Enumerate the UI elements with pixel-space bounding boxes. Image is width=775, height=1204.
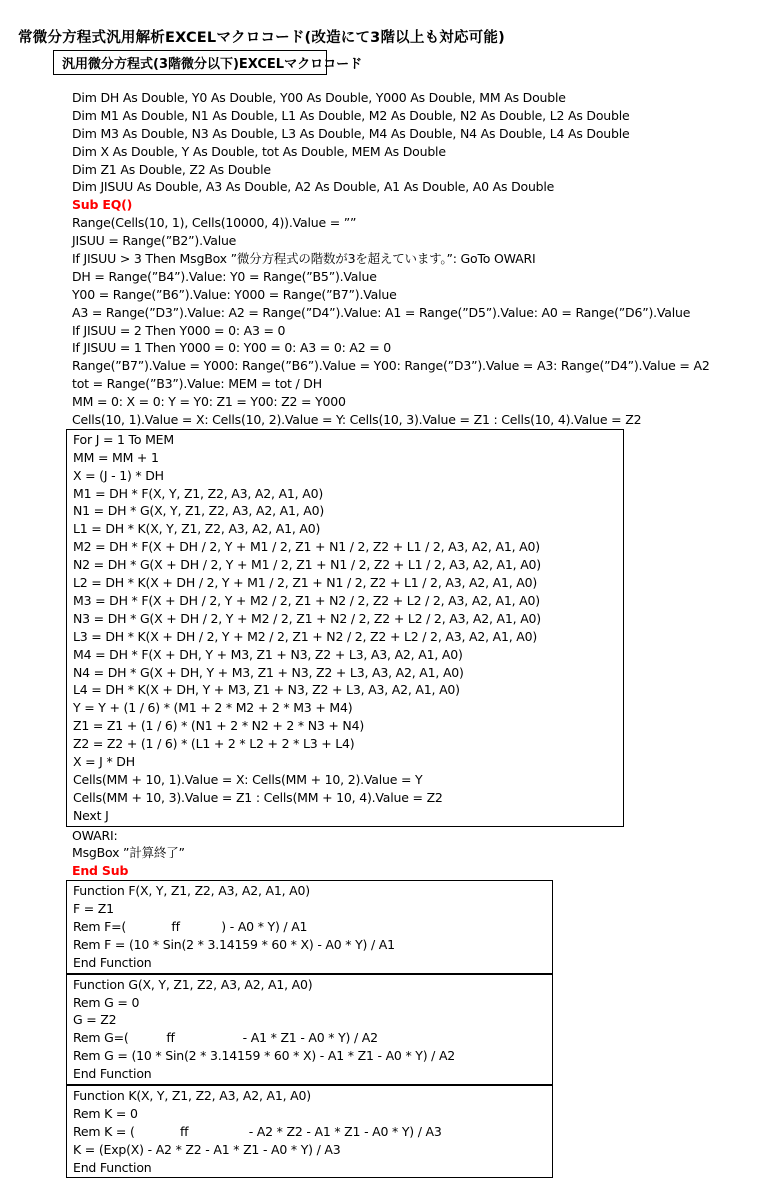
- code-document: [66, 89, 775, 1178]
- code-section-function-k: [66, 1085, 553, 1178]
- code-line: Rem F=( ff ) - A0 * Y) / A1: [73, 918, 308, 934]
- code-section-sub-end: [66, 827, 775, 881]
- code-line: N2 = DH * G(X + DH / 2, Y + M1 / 2, Z1 + N1 / 2, Z2 + L1 / 2, A3, A2, A1, A0): [73, 557, 541, 573]
- code-line: Cells(10, 1).Value = X: Cells(10, 2).Value = Y: Cells(10, 3).Value = Z1 : Cells(10, 4).Value = Z2: [72, 412, 642, 428]
- code-line: N1 = DH * G(X, Y, Z1, Z2, A3, A2, A1, A0): [73, 503, 325, 519]
- code-line: Z2 = Z2 + (1 / 6) * (L1 + 2 * L2 + 2 * L3 + L4): [73, 736, 355, 752]
- code-line: Range(Cells(10, 1), Cells(10000, 4)).Value = ””: [72, 215, 357, 231]
- code-line: OWARI:: [72, 827, 118, 843]
- code-line: End Function: [73, 1159, 152, 1175]
- code-section-declarations: [66, 89, 775, 429]
- code-line: Rem K = 0: [73, 1105, 138, 1121]
- code-line: If JISUU = 1 Then Y000 = 0: Y00 = 0: A3 = 0: A2 = 0: [72, 340, 392, 356]
- code-line: Dim M1 As Double, N1 As Double, L1 As Double, M2 As Double, N2 As Double, L2 As Double: [72, 107, 630, 123]
- code-line: End Function: [73, 1066, 152, 1082]
- code-line: Dim Z1 As Double, Z2 As Double: [72, 161, 271, 177]
- code-line: L4 = DH * K(X + DH, Y + M3, Z1 + N3, Z2 + L3, A3, A2, A1, A0): [73, 682, 460, 698]
- code-line: Rem G=( ff - A1 * Z1 - A0 * Y) / A2: [73, 1030, 378, 1046]
- code-line: L2 = DH * K(X + DH / 2, Y + M1 / 2, Z1 + N1 / 2, Z2 + L1 / 2, A3, A2, A1, A0): [73, 575, 538, 591]
- code-line: Range(”B7”).Value = Y000: Range(”B6”).Value = Y00: Range(”D3”).Value = A3: Range(”D4”).Value = A2: [72, 358, 710, 374]
- code-line: For J = 1 To MEM: [73, 431, 174, 447]
- code-line: M3 = DH * F(X + DH / 2, Y + M2 / 2, Z1 + N2 / 2, Z2 + L2 / 2, A3, A2, A1, A0): [73, 592, 540, 608]
- code-line: K = (Exp(X) - A2 * Z2 - A1 * Z1 - A0 * Y) / A3: [73, 1141, 341, 1157]
- code-line: DH = Range(”B4”).Value: Y0 = Range(”B5”).Value: [72, 268, 377, 284]
- code-line: MM = 0: X = 0: Y = Y0: Z1 = Y00: Z2 = Y000: [72, 394, 346, 410]
- page-subtitle: 汎用微分方程式(3階微分以下)EXCELマクロコード: [62, 57, 363, 72]
- code-line: Sub EQ(): [72, 197, 133, 213]
- code-line: L1 = DH * K(X, Y, Z1, Z2, A3, A2, A1, A0): [73, 521, 321, 537]
- code-line: Z1 = Z1 + (1 / 6) * (N1 + 2 * N2 + 2 * N3 + N4): [73, 718, 365, 734]
- code-line: Function G(X, Y, Z1, Z2, A3, A2, A1, A0): [73, 976, 313, 992]
- page-subtitle-box: [53, 50, 363, 75]
- code-line: L3 = DH * K(X + DH / 2, Y + M2 / 2, Z1 + N2 / 2, Z2 + L2 / 2, A3, A2, A1, A0): [73, 628, 538, 644]
- code-line: Dim JISUU As Double, A3 As Double, A2 As Double, A1 As Double, A0 As Double: [72, 179, 555, 195]
- code-line: Y = Y + (1 / 6) * (M1 + 2 * M2 + 2 * M3 + M4): [73, 700, 353, 716]
- code-line: Function K(X, Y, Z1, Z2, A3, A2, A1, A0): [73, 1087, 311, 1103]
- code-line: Function F(X, Y, Z1, Z2, A3, A2, A1, A0): [73, 883, 310, 899]
- code-line: A3 = Range(”D3”).Value: A2 = Range(”D4”).Value: A1 = Range(”D5”).Value: A0 = Range(”D6”).Value: [72, 304, 691, 320]
- code-line: M4 = DH * F(X + DH, Y + M3, Z1 + N3, Z2 + L3, A3, A2, A1, A0): [73, 646, 463, 662]
- code-line: Rem G = (10 * Sin(2 * 3.14159 * 60 * X) - A1 * Z1 - A0 * Y) / A2: [73, 1048, 456, 1064]
- code-line: N4 = DH * G(X + DH, Y + M3, Z1 + N3, Z2 + L3, A3, A2, A1, A0): [73, 664, 464, 680]
- code-section-function-f: [66, 880, 553, 973]
- code-line: M2 = DH * F(X + DH / 2, Y + M1 / 2, Z1 + N1 / 2, Z2 + L1 / 2, A3, A2, A1, A0): [73, 539, 540, 555]
- code-section-function-g: [66, 974, 553, 1085]
- code-line: F = Z1: [73, 901, 114, 917]
- code-line: G = Z2: [73, 1012, 117, 1028]
- code-line: Dim DH As Double, Y0 As Double, Y00 As Double, Y000 As Double, MM As Double: [72, 90, 566, 105]
- code-line: Rem F = (10 * Sin(2 * 3.14159 * 60 * X) - A0 * Y) / A1: [73, 936, 395, 952]
- code-line: If JISUU > 3 Then MsgBox ”微分方程式の階数が3を超えています。”: GoTo OWARI: [72, 251, 536, 267]
- code-line: N3 = DH * G(X + DH / 2, Y + M2 / 2, Z1 + N2 / 2, Z2 + L2 / 2, A3, A2, A1, A0): [73, 610, 541, 626]
- code-line: MM = MM + 1: [73, 449, 159, 465]
- page-title: 常微分方程式汎用解析EXCELマクロコード(改造にて3階以上も対応可能): [18, 30, 505, 46]
- code-line: M1 = DH * F(X, Y, Z1, Z2, A3, A2, A1, A0): [73, 485, 323, 501]
- code-section-main-loop: [66, 429, 624, 827]
- code-line: Rem K = ( ff - A2 * Z2 - A1 * Z1 - A0 * Y) / A3: [73, 1123, 442, 1139]
- code-line: tot = Range(”B3”).Value: MEM = tot / DH: [72, 376, 322, 392]
- code-line: Next J: [73, 807, 109, 823]
- code-line: End Function: [73, 954, 152, 970]
- code-line: Cells(MM + 10, 3).Value = Z1 : Cells(MM + 10, 4).Value = Z2: [73, 789, 443, 805]
- code-line: Cells(MM + 10, 1).Value = X: Cells(MM + 10, 2).Value = Y: [73, 771, 423, 787]
- code-line: X = J * DH: [73, 753, 135, 769]
- code-line: Y00 = Range(”B6”).Value: Y000 = Range(”B7”).Value: [72, 286, 397, 302]
- code-line: If JISUU = 2 Then Y000 = 0: A3 = 0: [72, 322, 286, 338]
- code-line: Dim X As Double, Y As Double, tot As Double, MEM As Double: [72, 143, 446, 159]
- code-line: End Sub: [72, 863, 129, 879]
- code-line: Dim M3 As Double, N3 As Double, L3 As Double, M4 As Double, N4 As Double, L4 As Double: [72, 125, 630, 141]
- code-line: JISUU = Range(”B2”).Value: [72, 233, 237, 249]
- code-line: X = (J - 1) * DH: [73, 467, 164, 483]
- code-line: MsgBox ”計算終了”: [72, 845, 185, 861]
- code-line: Rem G = 0: [73, 994, 140, 1010]
